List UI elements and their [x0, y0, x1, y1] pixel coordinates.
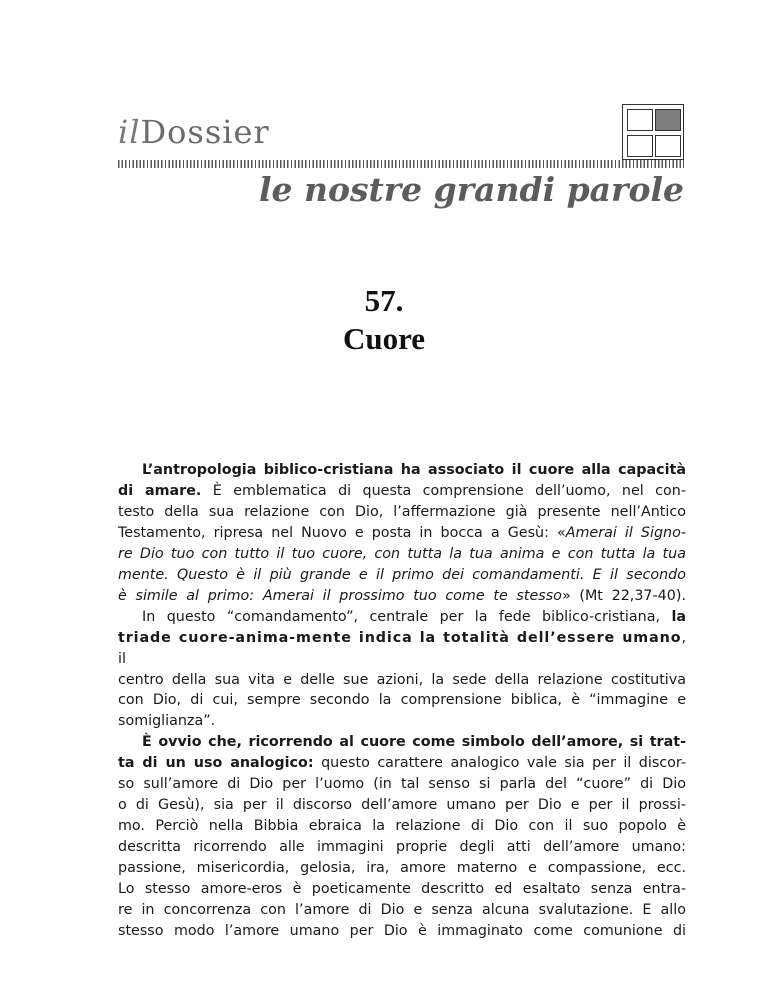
text-line	[118, 628, 686, 670]
text-run: stesso modo l’amore umano per Dio è immaginato come comunione di	[118, 922, 686, 939]
text-run: con Dio, di cui, sempre secondo la comprensione biblica, è “immagine e	[118, 692, 686, 709]
text-run: questo carattere analogico vale sia per il discor-	[313, 755, 686, 772]
text-line	[118, 502, 686, 523]
text-line	[118, 565, 686, 586]
text-run: re in concorrenza con l’amore di Dio e senza alcuna svalutazione. E allo	[118, 902, 686, 919]
text-line	[118, 732, 686, 753]
text-run: so sull’amore di Dio per l’uomo (in tal senso si parla del “cuore” di Dio	[118, 776, 686, 793]
text-run: Lo stesso amore-eros è poeticamente descritto ed esaltato senza entra-	[118, 881, 686, 898]
text-run: , il	[118, 629, 686, 667]
text-line	[118, 900, 686, 921]
text-run: passione, misericordia, gelosia, ira, amore materno e compassione, ecc.	[118, 860, 686, 877]
text-line	[118, 460, 686, 481]
header-rule	[118, 160, 684, 168]
text-run: È emblematica di questa comprensione dell’uomo, nel con-	[201, 482, 686, 499]
article-title-block	[0, 282, 768, 358]
text-line	[118, 670, 686, 691]
text-run: Testamento, ripresa nel Nuovo e posta in bocca a Gesù: «	[118, 524, 566, 541]
text-run: re Dio tuo con tutto il tuo cuore, con tutta la tua anima e con tutta la tua	[118, 545, 686, 562]
text-run: L’antropologia biblico-cristiana ha associato il cuore alla capacità	[142, 462, 686, 478]
brand-dossier: Dossier	[140, 113, 270, 151]
text-line	[118, 816, 686, 837]
text-line	[118, 879, 686, 900]
text-run: di amare.	[118, 482, 202, 499]
text-run: somiglianza”.	[118, 713, 216, 730]
text-line	[118, 753, 686, 774]
text-line	[118, 795, 686, 816]
text-run: o di Gesù), sia per il discorso dell’amore umano per Dio e per il prossi-	[118, 797, 686, 814]
logo-cell	[655, 135, 681, 157]
dossier-header	[0, 0, 768, 230]
logo-cell	[627, 135, 653, 157]
text-line	[118, 711, 686, 732]
text-run: » (Mt 22,37-40).	[561, 587, 686, 604]
article-number: 57.	[364, 283, 404, 318]
text-run: centro della sua vita e delle sue azioni, la sede della relazione costitutiva	[118, 671, 686, 688]
text-run: In questo “comandamento”, centrale per la fede biblico-cristiana,	[142, 608, 672, 625]
text-line	[118, 607, 686, 628]
text-line	[118, 858, 686, 879]
text-run: descritta ricorrendo alle immagini proprie degli atti dell’amore umano:	[118, 839, 686, 856]
text-run: la	[671, 608, 686, 625]
text-line	[118, 523, 686, 544]
text-line	[118, 921, 686, 942]
text-line	[118, 690, 686, 711]
text-run: è simile al primo: Amerai il prossimo tuo come te stesso	[118, 587, 562, 604]
text-run: mente. Questo è il più grande e il primo dei comandamenti. E il secondo	[118, 566, 686, 583]
dossier-logo-icon	[622, 104, 684, 160]
text-run: testo della sua relazione con Dio, l’affermazione già presente nell’Antico	[118, 503, 686, 520]
article-body	[118, 460, 686, 942]
text-line	[118, 544, 686, 565]
text-run: triade cuore-anima-mente indica la totalità dell’essere umano	[118, 629, 682, 646]
article-title: Cuore	[342, 321, 426, 356]
logo-cell-filled	[655, 109, 681, 131]
brand-il: il	[118, 113, 141, 151]
text-line	[118, 774, 686, 795]
text-run: ta di un uso analogico:	[118, 755, 314, 772]
logo-cell	[627, 109, 653, 131]
text-run: È ovvio che, ricorrendo al cuore come simbolo dell’amore, si trat-	[142, 734, 686, 751]
text-run: mo. Perciò nella Bibbia ebraica la relazione di Dio con il suo popolo è	[118, 818, 686, 835]
text-run: Amerai il Signo-	[565, 524, 686, 541]
text-line	[118, 481, 686, 502]
text-line	[118, 586, 686, 607]
dossier-subtitle: le nostre grandi parole	[258, 170, 684, 209]
text-line	[118, 837, 686, 858]
dossier-brand	[118, 114, 270, 150]
